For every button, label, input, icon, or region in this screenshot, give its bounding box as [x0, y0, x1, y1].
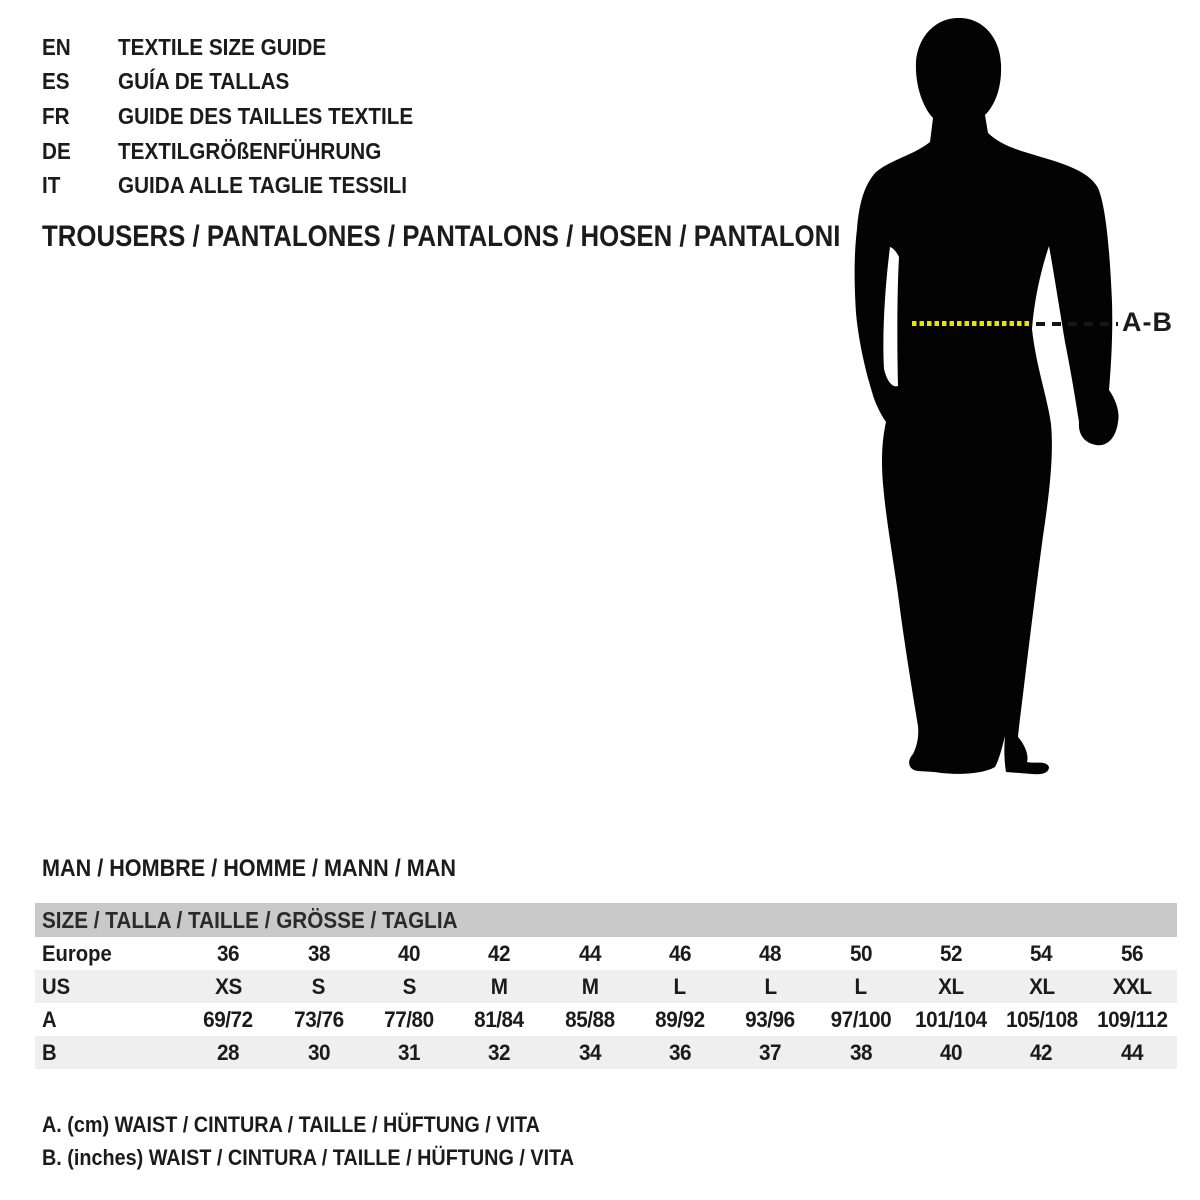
size-cell — [183, 974, 273, 1000]
language-code — [42, 68, 118, 95]
size-cell-text: 52 — [940, 940, 963, 966]
size-cell — [906, 941, 996, 967]
size-cell — [544, 974, 634, 1000]
size-cell — [364, 974, 454, 1000]
size-cell — [273, 1007, 363, 1033]
language-label — [118, 103, 446, 130]
size-cell-text: 42 — [1030, 1039, 1053, 1065]
footnote-text: B. (inches) WAIST / CINTURA / TAILLE / HÜFTUNG / VITA — [42, 1145, 575, 1170]
language-code-text: DE — [42, 137, 71, 164]
size-cell — [454, 941, 544, 967]
size-cell-text: 54 — [1030, 940, 1053, 966]
size-cell-text: 44 — [1120, 1039, 1143, 1065]
language-code-text: IT — [42, 172, 61, 199]
gender-title — [42, 857, 502, 881]
table-row-label — [35, 974, 183, 1000]
size-cell — [635, 1040, 725, 1066]
size-cell-text: M — [581, 973, 599, 999]
language-code — [42, 172, 118, 199]
size-cell-text: L — [764, 973, 777, 999]
size-table-header-text: SIZE / TALLA / TAILLE / GRÖSSE / TAGLIA — [42, 906, 458, 933]
table-row-label — [35, 1007, 183, 1033]
language-row — [42, 168, 446, 203]
size-cell — [364, 941, 454, 967]
size-cell — [183, 1040, 273, 1066]
size-cell-text: 36 — [668, 1039, 692, 1065]
language-row — [42, 99, 446, 134]
table-row-label-text: Europe — [42, 940, 112, 966]
language-row — [42, 30, 446, 65]
size-cell — [364, 1040, 454, 1066]
size-cell-text: 56 — [1120, 940, 1143, 966]
size-cell-text: 73/76 — [293, 1006, 344, 1032]
size-cell — [454, 1040, 544, 1066]
language-code — [42, 34, 118, 61]
language-row — [42, 65, 446, 100]
language-label — [118, 68, 308, 95]
language-code-text: ES — [42, 68, 70, 95]
language-label-text: GUIDA ALLE TAGLIE TESSILI — [118, 172, 408, 199]
size-cell — [996, 1007, 1086, 1033]
size-cell — [273, 941, 363, 967]
waist-measure-line-on-body — [912, 321, 1032, 326]
size-cell — [1087, 1040, 1177, 1066]
size-cell — [725, 941, 815, 967]
table-row-label-text: US — [42, 973, 71, 999]
size-cell — [635, 941, 725, 967]
size-cell-text: 48 — [759, 940, 782, 966]
gender-title-text: MAN / HOMBRE / HOMME / MANN / MAN — [42, 855, 456, 882]
size-cell — [183, 1007, 273, 1033]
size-cell — [816, 1040, 906, 1066]
size-cell — [544, 1007, 634, 1033]
size-cell-text: 42 — [488, 940, 511, 966]
waist-measure-line-off-body — [1036, 322, 1118, 326]
size-cell-text: 89/92 — [655, 1006, 705, 1032]
table-row-label-text: B — [42, 1039, 57, 1065]
size-cell — [635, 974, 725, 1000]
size-cell — [1087, 1007, 1177, 1033]
footnote-text: A. (cm) WAIST / CINTURA / TAILLE / HÜFTUNG / VITA — [42, 1112, 540, 1137]
size-cell — [454, 974, 544, 1000]
size-cell-text: 37 — [759, 1039, 782, 1065]
language-code — [42, 103, 118, 130]
size-cell-text: S — [402, 973, 416, 999]
table-row-label — [35, 941, 183, 967]
size-cell — [906, 1007, 996, 1033]
size-cell-text: 34 — [578, 1039, 601, 1065]
size-cell — [725, 1007, 815, 1033]
size-cell-text: XL — [938, 973, 964, 999]
size-cell — [183, 941, 273, 967]
size-cell-text: 101/104 — [915, 1006, 987, 1032]
size-cell — [725, 974, 815, 1000]
measure-label: A-B — [1122, 307, 1173, 337]
size-cell — [273, 1040, 363, 1066]
language-code-text: FR — [42, 102, 70, 129]
size-cell-text: 40 — [940, 1039, 963, 1065]
size-cell — [454, 1007, 544, 1033]
size-cell-text: M — [490, 973, 508, 999]
size-cell-text: 28 — [217, 1039, 240, 1065]
table-row-label — [35, 1040, 183, 1066]
size-cell — [1087, 974, 1177, 1000]
size-cell-text: 44 — [578, 940, 601, 966]
language-label-text: TEXTILE SIZE GUIDE — [118, 33, 327, 60]
table-row — [35, 970, 1177, 1003]
size-cell-text: 36 — [217, 940, 240, 966]
size-cell-text: 50 — [849, 940, 872, 966]
size-cell — [996, 974, 1086, 1000]
size-cell — [725, 1040, 815, 1066]
table-row — [35, 937, 1177, 970]
size-cell — [273, 974, 363, 1000]
size-cell — [544, 941, 634, 967]
size-cell — [996, 941, 1086, 967]
size-cell-text: 85/88 — [564, 1006, 615, 1032]
language-label-text: GUIDE DES TAILLES TEXTILE — [118, 102, 414, 129]
language-list — [42, 30, 446, 203]
size-cell-text: 93/96 — [745, 1006, 796, 1032]
size-cell-text: 40 — [397, 940, 420, 966]
size-cell-text: L — [854, 973, 867, 999]
size-cell — [635, 1007, 725, 1033]
size-cell — [906, 974, 996, 1000]
category-title-text: TROUSERS / PANTALONES / PANTALONS / HOSEN / PANTALONI — [42, 220, 841, 253]
size-cell-text: XL — [1028, 973, 1055, 999]
footnote-line — [42, 1113, 633, 1137]
size-cell-text: 30 — [307, 1039, 330, 1065]
footnote-line — [42, 1146, 633, 1170]
size-cell-text: 77/80 — [384, 1006, 434, 1032]
size-cell-text: 32 — [488, 1039, 511, 1065]
size-cell-text: 38 — [849, 1039, 872, 1065]
size-cell-text: 105/108 — [1005, 1006, 1078, 1032]
size-cell-text: 97/100 — [830, 1006, 891, 1032]
size-cell — [544, 1040, 634, 1066]
language-row — [42, 134, 446, 169]
size-cell-text: 31 — [397, 1039, 420, 1065]
language-label-text: TEXTILGRÖßENFÜHRUNG — [118, 137, 382, 164]
man-silhouette-figure — [853, 14, 1143, 779]
size-cell — [816, 941, 906, 967]
footnotes — [42, 1113, 633, 1179]
size-cell-text: XXL — [1112, 973, 1152, 999]
language-label-text: GUÍA DE TALLAS — [118, 68, 290, 95]
language-code-text: EN — [42, 33, 71, 60]
category-title — [42, 222, 970, 252]
language-label — [118, 34, 349, 61]
size-cell-text: 46 — [668, 940, 692, 966]
size-cell-text: 109/112 — [1096, 1006, 1168, 1032]
size-table-body — [35, 937, 1177, 1069]
size-cell-text: XS — [214, 973, 242, 999]
size-table-header — [35, 903, 1177, 937]
table-row — [35, 1003, 1177, 1036]
size-cell — [906, 1040, 996, 1066]
language-label — [118, 172, 439, 199]
size-cell-text: 38 — [307, 940, 330, 966]
size-cell — [816, 974, 906, 1000]
language-code — [42, 138, 118, 165]
size-table — [35, 903, 1177, 1069]
size-cell-text: 69/72 — [203, 1006, 253, 1032]
table-row — [35, 1036, 1177, 1069]
man-silhouette-body — [855, 18, 1119, 774]
table-row-label-text: A — [42, 1006, 57, 1032]
size-cell — [364, 1007, 454, 1033]
size-cell-text: 81/84 — [474, 1006, 525, 1032]
size-cell — [816, 1007, 906, 1033]
size-cell — [996, 1040, 1086, 1066]
size-cell — [1087, 941, 1177, 967]
size-cell-text: L — [673, 973, 687, 999]
size-cell-text: S — [311, 973, 326, 999]
language-label — [118, 138, 411, 165]
